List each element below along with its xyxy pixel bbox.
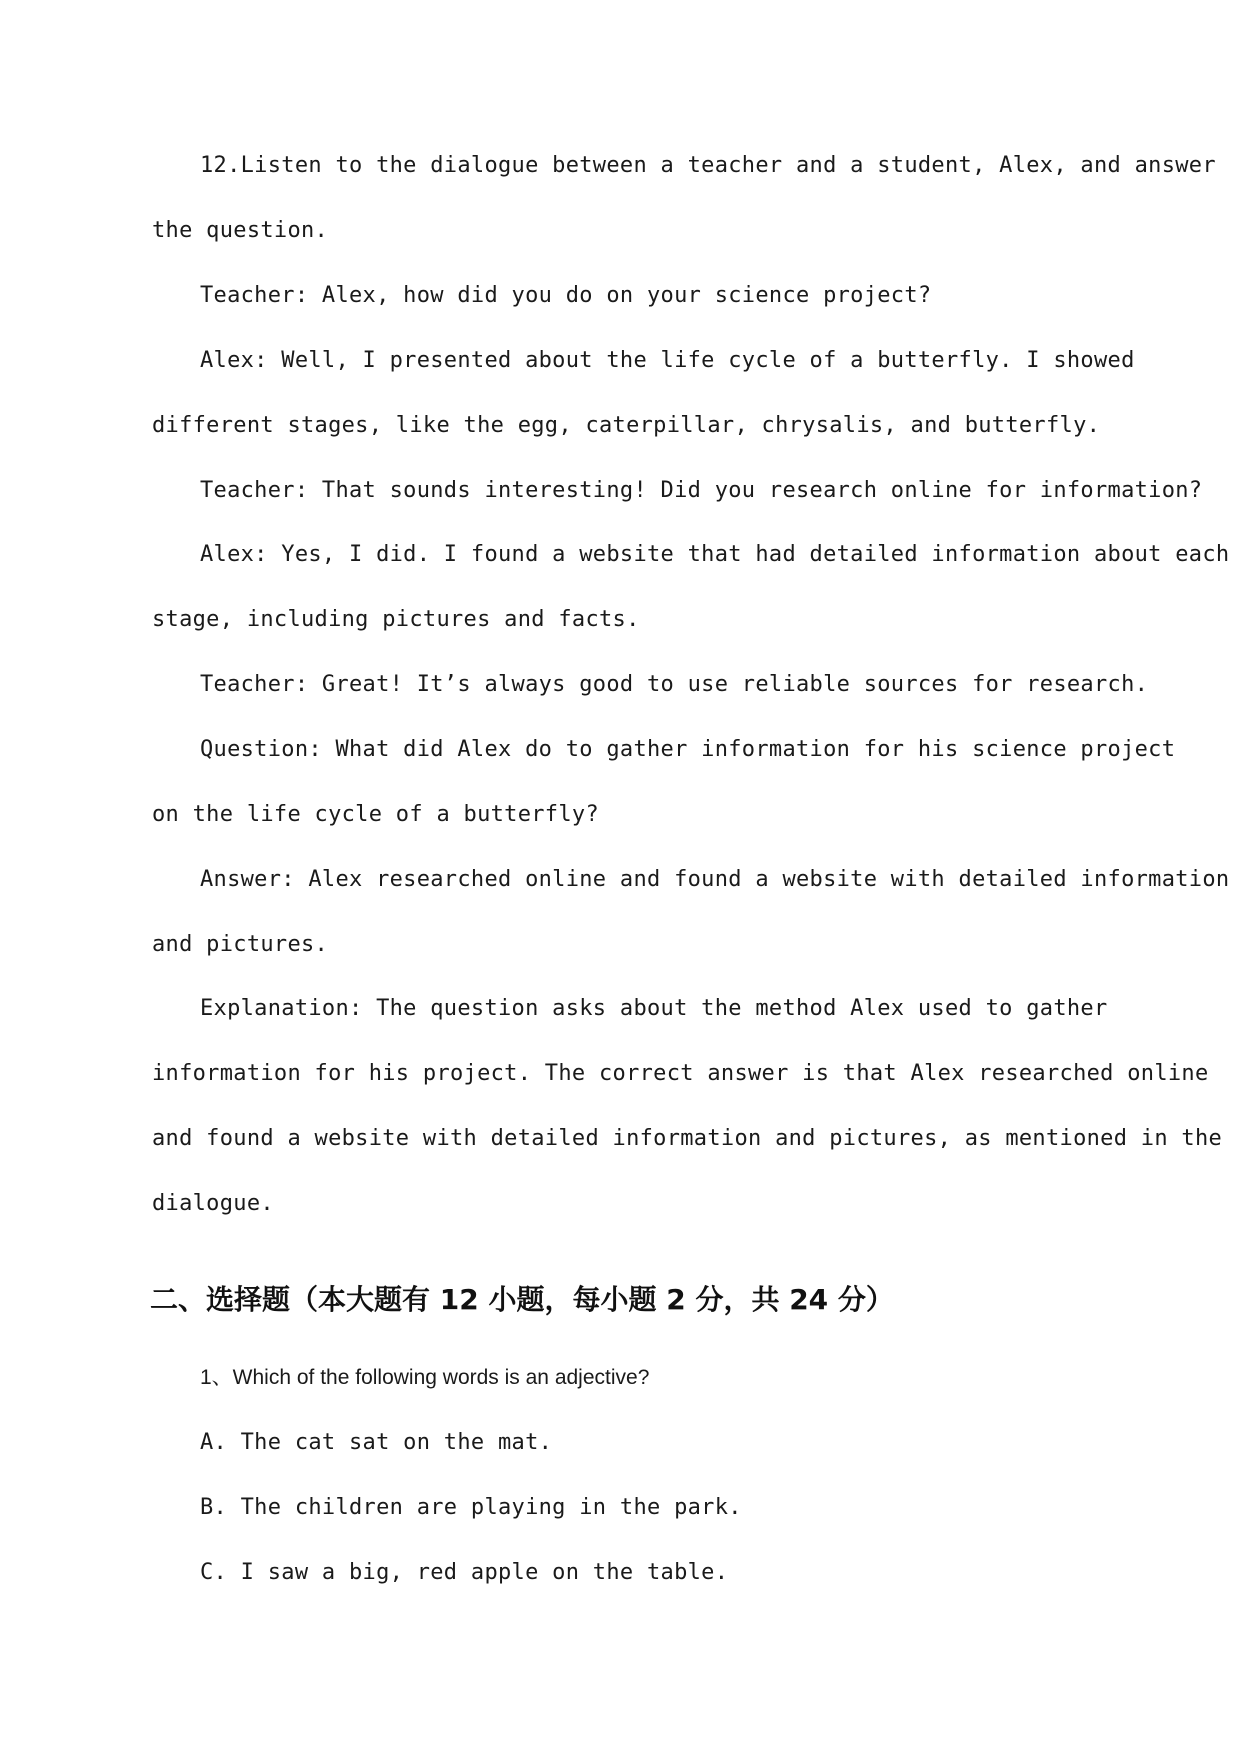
explanation-line-4: dialogue.	[152, 1191, 274, 1216]
question-1: 1、Which of the following words is an adjective?	[200, 1366, 650, 1389]
explanation-line-1: Explanation: The question asks about the method Alex used to gather	[200, 996, 1108, 1021]
option-c: C. I saw a big, red apple on the table.	[200, 1560, 729, 1585]
dialogue-intro-line-2: the question.	[152, 218, 329, 243]
teacher-line-1: Teacher: Alex, how did you do on your science project?	[200, 283, 932, 308]
teacher-line-2: Teacher: That sounds interesting! Did you research online for information?	[200, 478, 1203, 503]
dialogue-intro-line-1: 12.Listen to the dialogue between a teacher and a student, Alex, and answer	[200, 153, 1216, 178]
alex-line-1a: Alex: Well, I presented about the life cycle of a butterfly. I showed	[200, 348, 1135, 373]
alex-line-1b: different stages, like the egg, caterpillar, chrysalis, and butterfly.	[152, 413, 1101, 438]
option-b: B. The children are playing in the park.	[200, 1495, 742, 1520]
section-heading: 二、选择题（本大题有 12 小题，每小题 2 分，共 24 分）	[150, 1283, 894, 1316]
question-line-2: on the life cycle of a butterfly?	[152, 802, 599, 827]
explanation-line-3: and found a website with detailed information and pictures, as mentioned in the	[152, 1126, 1223, 1151]
alex-line-2a: Alex: Yes, I did. I found a website that had detailed information about each	[200, 542, 1230, 567]
explanation-line-2: information for his project. The correct answer is that Alex researched online	[152, 1061, 1209, 1086]
answer-line-1: Answer: Alex researched online and found a website with detailed information	[200, 867, 1230, 892]
question-line-1: Question: What did Alex do to gather information for his science project	[200, 737, 1176, 762]
alex-line-2b: stage, including pictures and facts.	[152, 607, 640, 632]
teacher-line-3: Teacher: Great! It’s always good to use reliable sources for research.	[200, 672, 1149, 697]
answer-line-2: and pictures.	[152, 932, 329, 957]
option-a: A. The cat sat on the mat.	[200, 1430, 553, 1455]
